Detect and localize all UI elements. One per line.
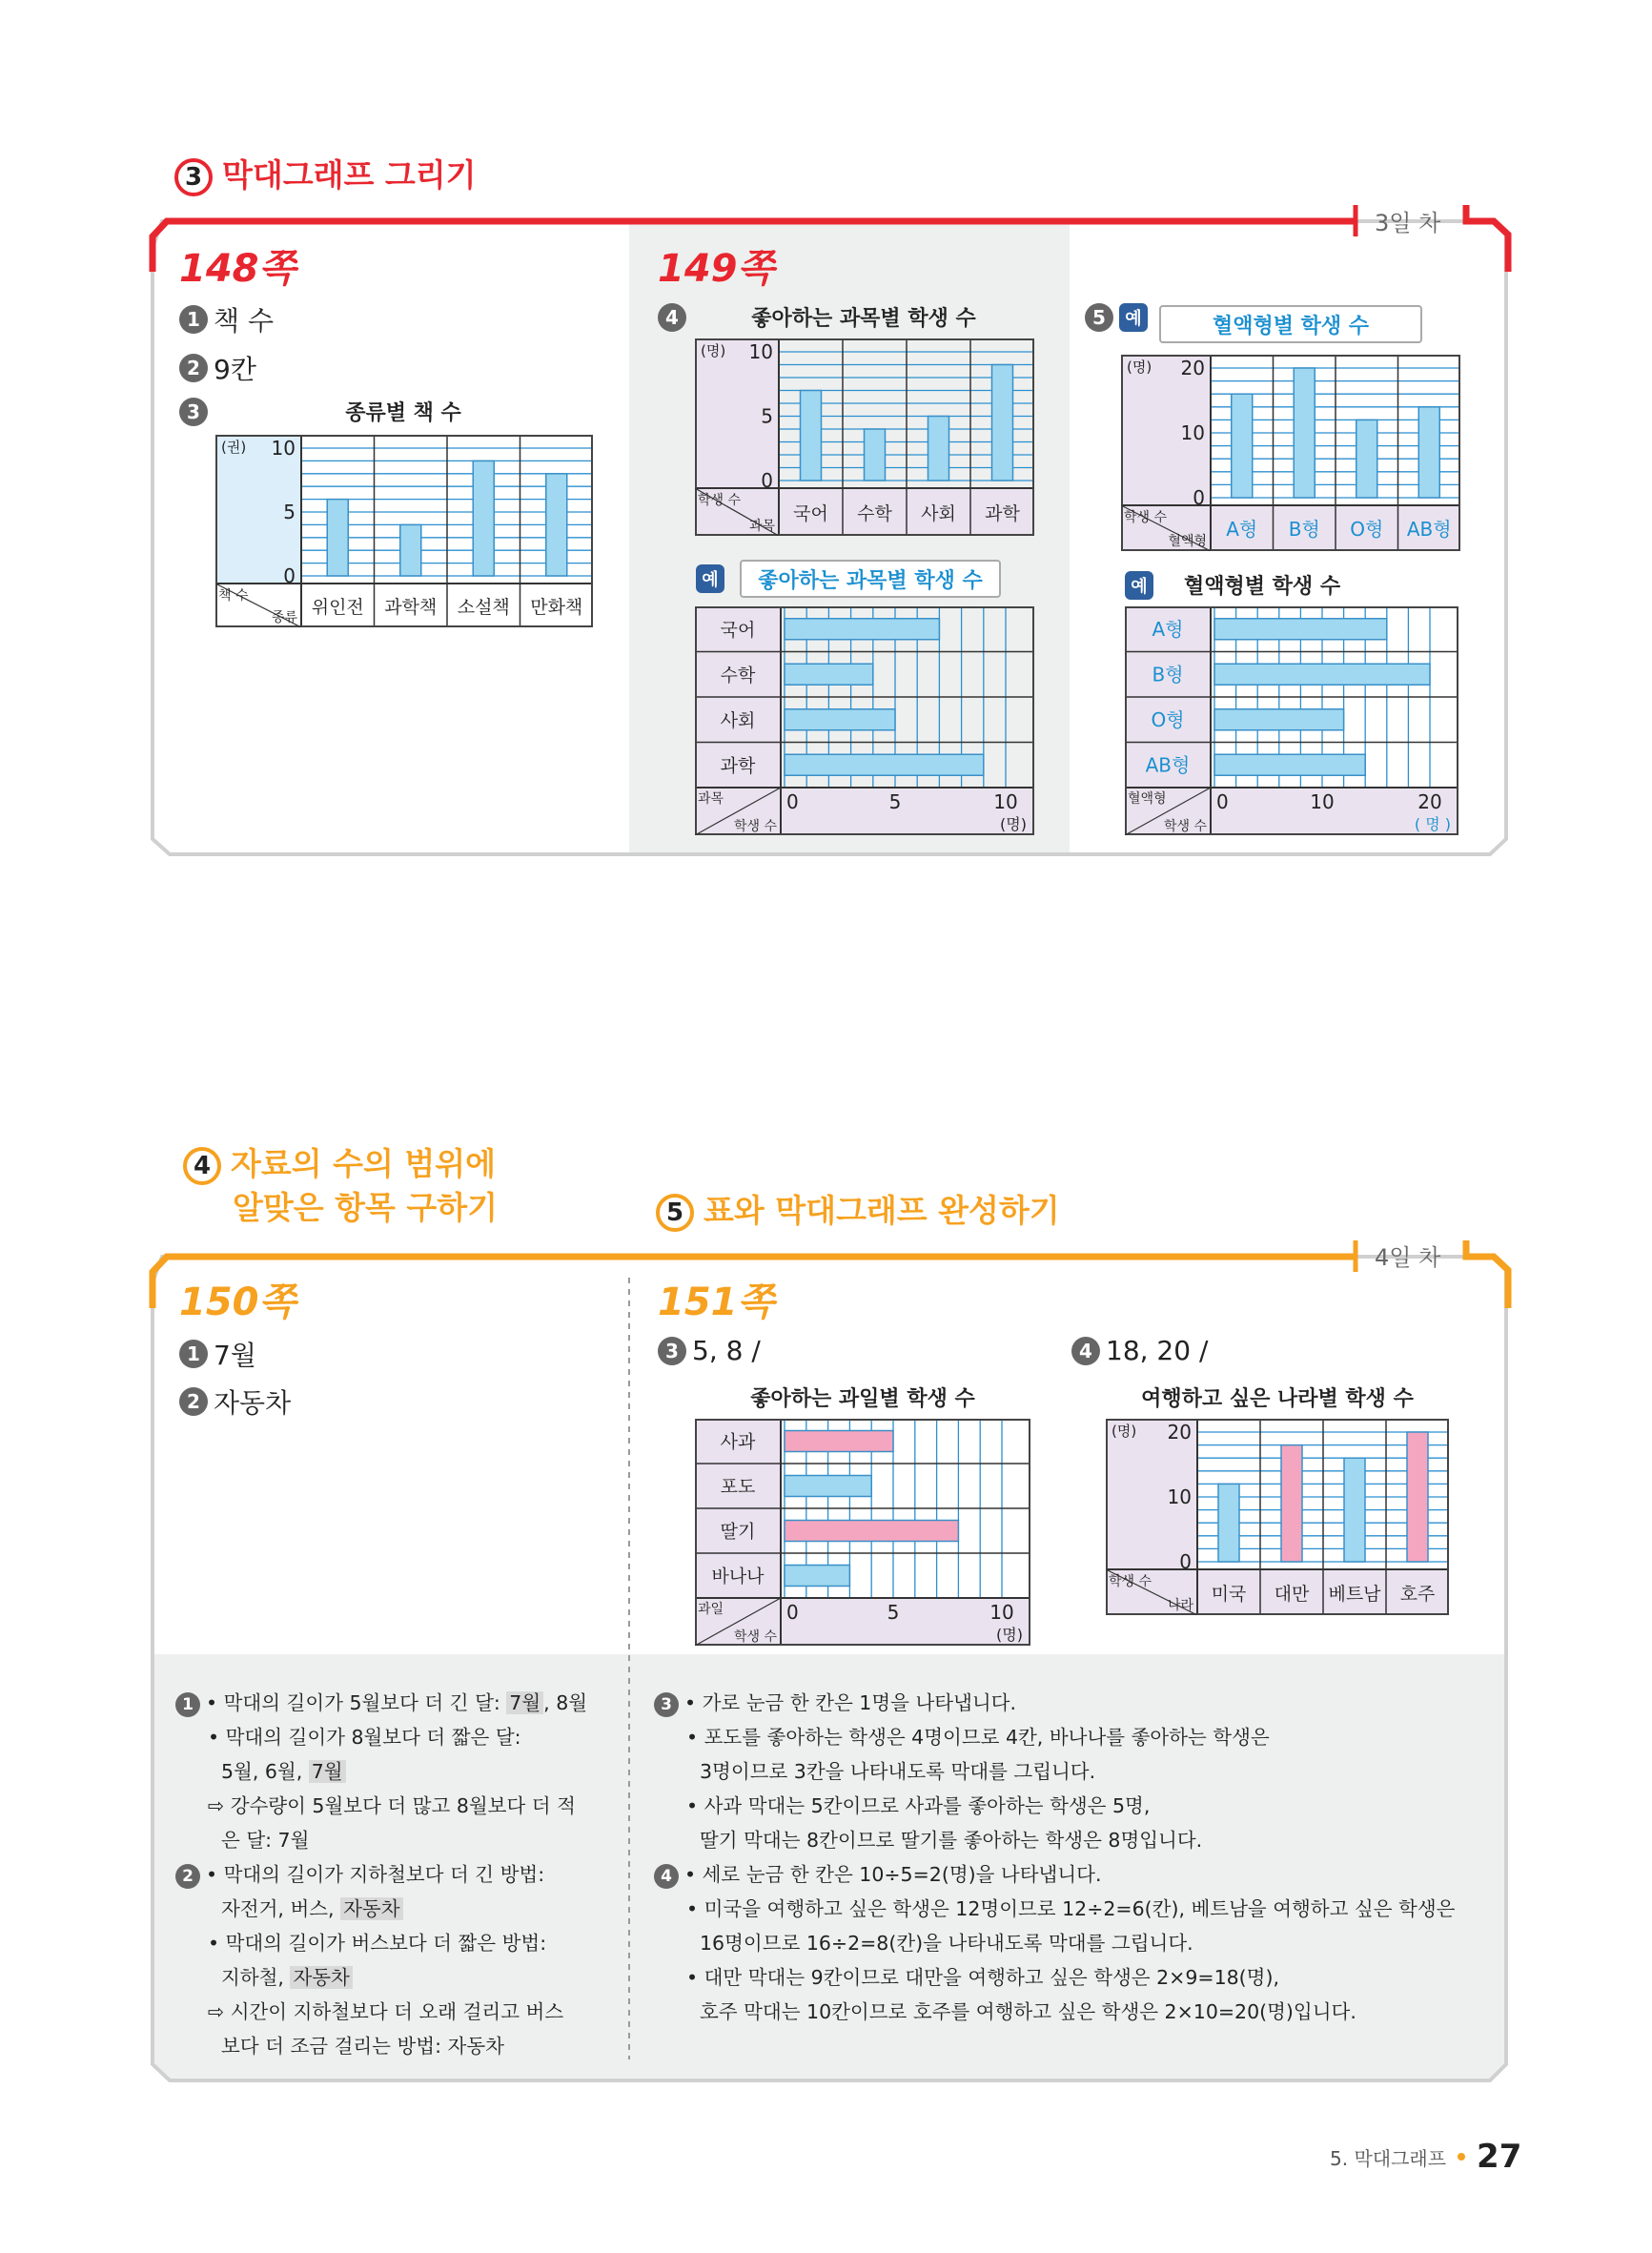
tick-label: 20: [1417, 790, 1442, 813]
answer-148-1: [179, 300, 274, 338]
answer-151-3: [658, 1335, 761, 1366]
section3-title: 막대그래프 그리기: [222, 156, 477, 194]
answer-number: 3: [658, 1337, 686, 1365]
section3-number: 3: [174, 158, 213, 196]
explanation-line: [654, 1686, 1455, 1720]
tick-label: 10: [271, 437, 296, 460]
tick-label: 10: [989, 1601, 1014, 1624]
explanation-text: 은 달: 7월: [221, 1829, 310, 1852]
category-axis-name: 과목: [698, 791, 724, 807]
category-label: A형: [1152, 617, 1184, 641]
value-axis-name: 학생 수: [1163, 819, 1207, 834]
chart-151b: [1106, 1419, 1449, 1615]
bar: [1218, 1484, 1239, 1562]
section5-title: 표와 막대그래프 완성하기: [704, 1192, 1060, 1229]
chart-149d-title: 혈액형별 학생 수: [1184, 575, 1341, 599]
explanation-line: [175, 1720, 587, 1754]
bar: [1232, 394, 1253, 498]
category-label: 미국: [1211, 1584, 1247, 1605]
category-label: 사회: [720, 709, 756, 731]
category-axis-name: 나라: [1167, 1598, 1193, 1613]
tick-label: 10: [1180, 421, 1205, 444]
chart-151b-title: 여행하고 싶은 나라별 학생 수: [1141, 1387, 1414, 1411]
footer-page-number: 27: [1477, 2138, 1522, 2176]
chart-149a-title: 좋아하는 과목별 학생 수: [751, 307, 976, 331]
section4-number: 4: [183, 1147, 221, 1185]
explanation-text: • 미국을 여행하고 싶은 학생은 12명이므로 12÷2=6(칸), 베트남을 여행하고 싶은 학생은: [686, 1897, 1456, 1920]
chart-149a: [695, 338, 1034, 536]
answer-number: 5: [1085, 303, 1113, 332]
explanation-text: • 막대의 길이가 지하철보다 더 긴 방법:: [206, 1863, 545, 1886]
tick-label: 0: [786, 790, 799, 813]
bar: [1294, 368, 1315, 498]
explanation-line: [654, 1926, 1455, 1960]
answer-number: 4: [658, 303, 686, 332]
bar: [1407, 1432, 1428, 1562]
tick-label: 20: [1180, 357, 1205, 379]
chart-148-title: 종류별 책 수: [345, 401, 461, 425]
chart-148: [215, 435, 593, 627]
answer-148-2: [179, 349, 256, 387]
bar: [473, 461, 494, 576]
day-label-3: 3일 차: [1375, 210, 1441, 236]
category-label: O형: [1350, 518, 1384, 541]
footer-dot-icon: [1458, 2153, 1465, 2161]
answer-text: 18, 20 /: [1106, 1335, 1209, 1366]
bar: [992, 365, 1013, 481]
explanation-line: [654, 1960, 1455, 1995]
category-label: O형: [1151, 707, 1185, 731]
explanation-number: 2: [175, 1864, 200, 1889]
unit-label: (명): [1127, 358, 1152, 376]
category-label: 사회: [921, 503, 956, 524]
bar: [785, 754, 984, 775]
bar: [1214, 709, 1344, 730]
highlighted-text: 7월: [506, 1691, 543, 1714]
value-axis-name: 학생 수: [1109, 1574, 1152, 1589]
explanation-line: [175, 1892, 587, 1926]
section5-number: 5: [656, 1194, 694, 1232]
bar: [865, 429, 886, 481]
explanation-line: [175, 2029, 587, 2063]
category-axis-name: 과일: [698, 1602, 724, 1617]
explanation-line: [175, 1995, 587, 2029]
category-label: AB형: [1145, 753, 1191, 777]
explanation-line: [654, 1789, 1455, 1823]
explanation-text: • 사과 막대는 5칸이므로 사과를 좋아하는 학생은 5명,: [686, 1794, 1151, 1817]
explanation-text: 보다 더 조금 걸리는 방법: 자동차: [221, 2035, 504, 2058]
page-151-label: 151쪽: [658, 1280, 775, 1324]
category-label: 수학: [720, 665, 756, 686]
bar: [1214, 619, 1387, 640]
unit-label: (명): [1112, 1423, 1137, 1440]
unit-label: (권): [221, 439, 247, 456]
answer-150-1: [179, 1335, 256, 1373]
explanation-text: 딸기 막대는 8칸이므로 딸기를 좋아하는 학생은 8명입니다.: [700, 1829, 1203, 1852]
page-149-label: 149쪽: [658, 247, 775, 291]
category-axis-name: 과목: [748, 519, 775, 534]
explanation-number: 4: [654, 1864, 679, 1889]
day-label-4: 4일 차: [1375, 1244, 1441, 1271]
bar: [785, 1566, 849, 1587]
tick-label: 10: [1167, 1485, 1192, 1508]
bar: [1214, 754, 1365, 775]
explanation-text: • 대만 막대는 9칸이므로 대만을 여행하고 싶은 학생은 2×9=18(명),: [686, 1966, 1279, 1989]
highlighted-text: 자동차: [290, 1966, 352, 1989]
page-148-label: 148쪽: [179, 247, 296, 291]
tick-label: 5: [283, 501, 296, 523]
section4-title-line1: 자료의 수의 범위에: [231, 1145, 497, 1182]
answer-text: 9칸: [214, 354, 256, 385]
explanation-line: [175, 1926, 587, 1960]
answer-text: 7월: [214, 1340, 256, 1371]
bar: [785, 1521, 958, 1542]
tick-label: 20: [1167, 1421, 1192, 1444]
highlighted-text: 7월: [309, 1760, 346, 1783]
section4-heading: [183, 1142, 498, 1230]
category-label: B형: [1152, 663, 1184, 686]
explanation-text: 16명이므로 16÷2=8(칸)을 나타내도록 막대를 그립니다.: [700, 1932, 1193, 1955]
example-title-box: 좋아하는 과목별 학생 수: [740, 560, 1001, 598]
explanation-text: • 가로 눈금 한 칸은 1명을 나타냅니다.: [684, 1691, 1016, 1714]
explanation-number: 1: [175, 1692, 200, 1717]
category-label: AB형: [1406, 518, 1452, 541]
chart-149c: [1121, 355, 1460, 551]
explanation-line: [175, 1960, 587, 1995]
answer-text: 책 수: [214, 305, 274, 337]
explanation-line: [175, 1857, 587, 1892]
bar: [1418, 407, 1439, 498]
category-axis-name: 혈액형: [1128, 791, 1167, 807]
value-axis-name: 학생 수: [1124, 510, 1168, 525]
tick-label: 0: [1193, 486, 1205, 509]
explanation-line: [175, 1754, 587, 1789]
explanation-line: [654, 1892, 1455, 1926]
value-axis-name: 학생 수: [733, 1629, 777, 1645]
category-label: A형: [1226, 518, 1258, 541]
footer: [1330, 2138, 1521, 2176]
category-label: 국어: [720, 619, 756, 641]
answer-number: 1: [179, 305, 208, 334]
value-axis-name: 학생 수: [698, 493, 742, 508]
explanation-text: 3명이므로 3칸을 나타내도록 막대를 그립니다.: [700, 1760, 1096, 1783]
explanation-text: 지하철,: [221, 1966, 291, 1989]
explanation-line: [175, 1686, 587, 1720]
tick-label: 0: [1216, 790, 1229, 813]
answer-number: 4: [1071, 1337, 1100, 1365]
category-label: 호주: [1399, 1584, 1436, 1605]
explanation-text: • 막대의 길이가 5월보다 더 긴 달:: [206, 1691, 507, 1714]
bar: [785, 664, 873, 685]
category-label: B형: [1288, 518, 1320, 541]
explanation-line: [654, 1857, 1455, 1892]
chart-149c-title: 혈액형별 학생 수: [1159, 305, 1422, 343]
section4-title-line2: 알맞은 항목 구하기: [233, 1189, 499, 1226]
bar: [928, 417, 949, 481]
section5-heading: [656, 1186, 1060, 1232]
explanation-number: 3: [654, 1692, 679, 1717]
highlighted-text: 자동차: [340, 1897, 402, 1920]
tick-label: 0: [283, 564, 296, 587]
tick-label: 5: [887, 1601, 900, 1624]
bar: [1281, 1445, 1302, 1562]
page-150-label: 150쪽: [179, 1280, 296, 1324]
explanation-line: [654, 1995, 1455, 2029]
explanation-line: [175, 1823, 587, 1857]
unit-label: (명): [996, 1626, 1023, 1644]
category-axis-name: 혈액형: [1168, 534, 1207, 549]
tick-label: 0: [761, 469, 773, 492]
explanation-151: [654, 1686, 1455, 2029]
answer-number: 1: [179, 1340, 208, 1368]
tick-label: 0: [786, 1601, 799, 1624]
example-badge: 예: [1119, 303, 1148, 332]
bar: [546, 474, 567, 576]
tick-label: 5: [761, 404, 773, 428]
answer-number: 3: [179, 398, 208, 426]
explanation-line: [654, 1823, 1455, 1857]
bar: [785, 1476, 871, 1497]
category-label: 소설책: [457, 597, 510, 618]
example-149-header: [696, 560, 1001, 598]
explanation-150: [175, 1686, 587, 2063]
explanation-text: 자전거, 버스,: [221, 1897, 341, 1920]
chart-149b: [695, 606, 1034, 835]
tick-label: 5: [888, 790, 902, 813]
bar: [785, 619, 939, 640]
bar: [801, 391, 822, 481]
explanation-text: ⇨ 시간이 지하철보다 더 오래 걸리고 버스: [208, 2000, 564, 2023]
chart-149d: [1125, 606, 1458, 835]
category-label: 대만: [1274, 1584, 1310, 1605]
tick-label: 10: [748, 340, 773, 363]
example-badge: 예: [696, 564, 724, 593]
bar: [400, 524, 421, 576]
category-label: 베트남: [1328, 1584, 1381, 1605]
bar: [1356, 420, 1377, 498]
value-axis-name: 책 수: [218, 588, 249, 604]
category-label: 바나나: [711, 1566, 765, 1587]
category-label: 포도: [720, 1476, 756, 1498]
bar: [327, 500, 348, 576]
explanation-text: ⇨ 강수량이 5월보다 더 많고 8월보다 더 적: [208, 1794, 576, 1817]
section3-heading: [174, 151, 477, 196]
value-axis-name: 학생 수: [733, 819, 777, 834]
tick-label: 10: [1310, 790, 1335, 813]
unit-label: (명): [1000, 815, 1027, 833]
bar: [785, 709, 895, 730]
explanation-text: 호주 막대는 10칸이므로 호주를 여행하고 싶은 학생은 2×10=20(명)입니다.: [700, 2000, 1356, 2023]
explanation-text: • 막대의 길이가 버스보다 더 짧은 방법:: [208, 1932, 547, 1955]
answer-text: 자동차: [214, 1387, 292, 1419]
answer-149-5: [1085, 303, 1148, 332]
category-label: 위인전: [311, 597, 364, 618]
explanation-line: [654, 1720, 1455, 1754]
explanation-text: , 8월: [543, 1691, 588, 1714]
chart-151a-title: 좋아하는 과일별 학생 수: [750, 1387, 975, 1411]
explanation-text: • 막대의 길이가 8월보다 더 짧은 달:: [208, 1726, 521, 1749]
category-label: 과학: [720, 755, 756, 777]
bar: [785, 1431, 893, 1452]
footer-chapter: 5. 막대그래프: [1330, 2146, 1447, 2170]
unit-label: (명): [701, 342, 726, 359]
category-label: 수학: [857, 503, 892, 524]
explanation-line: [175, 1789, 587, 1823]
bar: [1214, 664, 1430, 685]
answer-149-4: [658, 303, 692, 332]
category-label: 사과: [720, 1431, 756, 1453]
category-label: 과학책: [384, 597, 438, 618]
category-axis-name: 종류: [271, 610, 297, 625]
unit-label: ( 명 ): [1414, 815, 1451, 833]
category-label: 딸기: [720, 1521, 756, 1543]
example-badge: 예: [1125, 571, 1153, 600]
explanation-text: • 포도를 좋아하는 학생은 4명이므로 4칸, 바나나를 좋아하는 학생은: [686, 1726, 1270, 1749]
explanation-line: [654, 1754, 1455, 1789]
example-149c-header: [1125, 570, 1340, 600]
category-label: 국어: [793, 503, 828, 524]
answer-text: 5, 8 /: [692, 1335, 761, 1366]
answer-148-3: [179, 398, 214, 426]
answer-150-2: [179, 1383, 291, 1421]
answer-151-4: [1071, 1335, 1208, 1366]
tick-label: 10: [993, 790, 1018, 813]
explanation-text: 5월, 6월,: [221, 1760, 309, 1783]
answer-number: 2: [179, 354, 208, 382]
category-label: 과학: [985, 503, 1020, 524]
bar: [1344, 1458, 1365, 1562]
explanation-text: • 세로 눈금 한 칸은 10÷5=2(명)을 나타냅니다.: [684, 1863, 1102, 1886]
chart-151a: [695, 1419, 1030, 1646]
answer-number: 2: [179, 1387, 208, 1416]
tick-label: 0: [1179, 1550, 1192, 1573]
category-label: 만화책: [530, 597, 583, 618]
